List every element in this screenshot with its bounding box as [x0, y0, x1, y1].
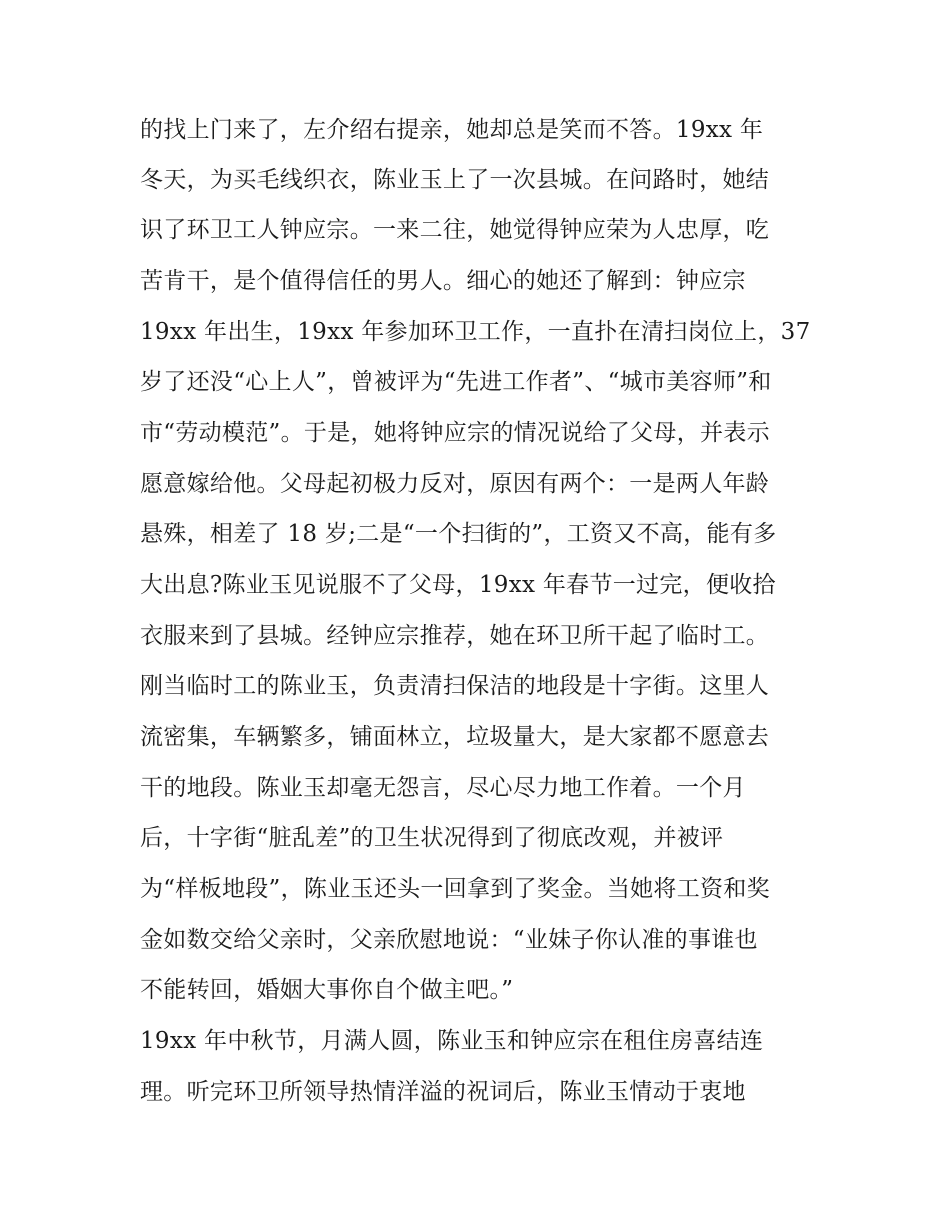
text-line: 的找上门来了，左介绍右提亲，她却总是笑而不答。19xx 年 [140, 117, 764, 143]
text-line: 为“样板地段”，陈业玉还头一回拿到了奖金。当她将工资和奖 [140, 876, 770, 902]
text-line: 19xx 年中秋节，月满人圆，陈业玉和钟应宗在租住房喜结连 [140, 1028, 764, 1054]
text-line: 后，十字街“脏乱差”的卫生状况得到了彻底改观，并被评 [140, 825, 724, 851]
text-line: 金如数交给父亲时，父亲欣慰地说：“业妹子你认准的事谁也 [140, 927, 758, 953]
text-line: 理。听完环卫所领导热情洋溢的祝词后，陈业玉情动于衷地 [140, 1079, 746, 1105]
text-line: 衣服来到了县城。经钟应宗推荐，她在环卫所干起了临时工。 [140, 623, 770, 649]
text-line: 干的地段。陈业玉却毫无怨言，尽心尽力地工作着。一个月 [140, 775, 746, 801]
text-line: 不能转回，婚姻大事你自个做主吧。” [140, 977, 514, 1003]
text-line: 苦肯干，是个值得信任的男人。细心的她还了解到：钟应宗 [140, 268, 746, 294]
text-line: 识了环卫工人钟应宗。一来二往，她觉得钟应荣为人忠厚，吃 [140, 217, 770, 243]
text-line: 愿意嫁给他。父母起初极力反对，原因有两个：一是两人年龄 [140, 471, 770, 497]
text-line: 19xx 年出生，19xx 年参加环卫工作，一直扑在清扫岗位上，37 [140, 319, 811, 345]
text-line: 岁了还没“心上人”，曾被评为“先进工作者”、“城市美容师”和 [140, 369, 772, 395]
text-line: 冬天，为买毛线织衣，陈业玉上了一次县城。在问路时，她结 [140, 167, 770, 193]
text-line: 流密集，车辆繁多，铺面林立，垃圾量大，是大家都不愿意去 [140, 724, 770, 750]
text-line: 大出息?陈业玉见说服不了父母，19xx 年春节一过完，便收拾 [140, 572, 776, 598]
text-line: 市“劳动模范”。于是，她将钟应宗的情况说给了父母，并表示 [140, 420, 770, 446]
text-line: 刚当临时工的陈业玉，负责清扫保洁的地段是十字街。这里人 [140, 673, 770, 699]
text-line: 悬殊，相差了 18 岁;二是“一个扫街的”，工资又不高，能有多 [140, 521, 777, 547]
